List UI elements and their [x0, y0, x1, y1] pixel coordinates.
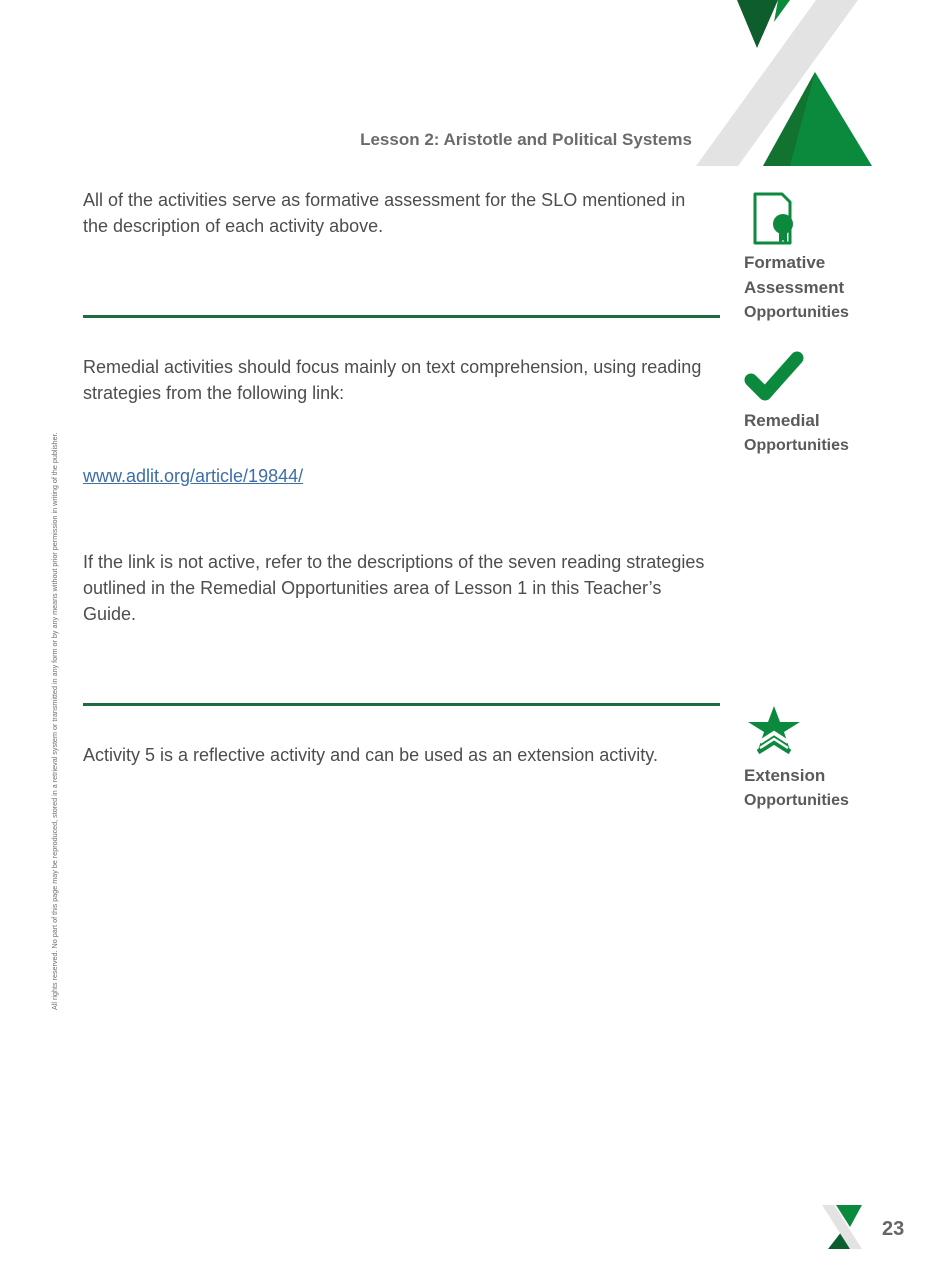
adlit-link[interactable]: www.adlit.org/article/19844/ — [83, 466, 304, 486]
formative-label-line3: Opportunities — [744, 304, 849, 321]
remedial-text-2: If the link is not active, refer to the descriptions of the seven reading strategies outlined in the Remedial Opportunities area of Lesson 1 in this Teacher’s Guide. — [83, 552, 705, 624]
remedial-label — [744, 408, 849, 458]
remedial-label-line1: Remedial — [744, 411, 820, 430]
extension-label — [744, 763, 849, 813]
copyright-notice: All rights reserved. No part of this page may be reproduced, stored in a retrieval system or transmitted in any form or by any means without prior permission in writing of the publisher. — [50, 432, 59, 1010]
section-divider — [83, 703, 720, 706]
formative-label-line2: Assessment — [744, 278, 845, 297]
checkmark-icon — [743, 350, 805, 405]
header-logo-graphic — [690, 0, 880, 170]
formative-label — [744, 250, 849, 325]
star-chevron-icon — [746, 706, 802, 760]
footer-logo-graphic — [820, 1205, 866, 1251]
extension-label-line2: Opportunities — [744, 792, 849, 809]
page-number: 23 — [882, 1218, 905, 1240]
certificate-icon — [752, 192, 798, 246]
lesson-title: Lesson 2: Aristotle and Political Systems — [360, 130, 692, 149]
extension-label-line1: Extension — [744, 766, 826, 785]
formative-label-line1: Formative — [744, 253, 826, 272]
remedial-text: Remedial activities should focus mainly on text comprehension, using reading strategies from the following link: — [83, 357, 702, 403]
section-divider — [83, 315, 720, 318]
formative-text: All of the activities serve as formative assessment for the SLO mentioned in the description of each activity above. — [83, 190, 686, 236]
extension-text: Activity 5 is a reflective activity and can be used as an extension activity. — [83, 745, 658, 765]
remedial-label-line2: Opportunities — [744, 437, 849, 454]
